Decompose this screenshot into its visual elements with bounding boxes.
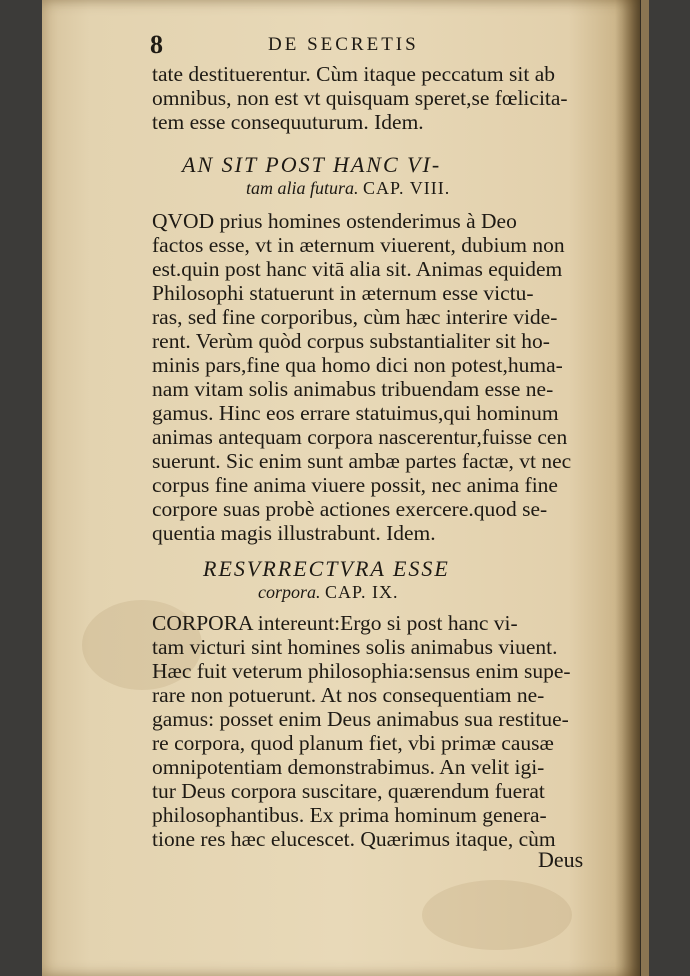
text-line: tam victuri sint homines solis animabus viuent. [152,635,558,659]
chapter-9-subtitle: corpora. [258,582,321,602]
chapter-9-number: CAP. IX. [325,582,399,602]
catchword: Deus [538,847,584,872]
text-line: tate destituerentur. Cùm itaque peccatum sit ab [152,62,555,86]
text-line: Hæc fuit veterum philosophia:sensus enim supe- [152,659,571,683]
text-line: rent. Verùm quòd corpus substantialiter sit ho- [152,329,550,353]
text-line: rare non potuerunt. At nos consequentiam ne- [152,683,545,707]
text-line: factos esse, vt in æternum viuerent, dubium non [152,233,565,257]
text-line: omnipotentiam demonstrabimus. An velit igi- [152,755,545,779]
chapter-9-subtitle-line [258,582,399,603]
running-header [150,30,610,59]
chapter-9-title: RESVRRECTVRA ESSE [203,556,450,581]
text-line: omnibus, non est vt quisquam speret,se fœlicita- [152,86,568,110]
text-line: gamus. Hinc eos errare statuimus,qui hominum [152,401,559,425]
text-line: corpore suas probè actiones exercere.quod se- [152,497,548,521]
text-line: tem esse consequuturum. Idem. [152,110,424,134]
text-line: nam vitam solis animabus tribuendam esse ne- [152,377,554,401]
text-line: est.quin post hanc vitā alia sit. Animas equidem [152,257,563,281]
text-line: quentia magis illustrabunt. Idem. [152,521,436,545]
text-line: animas antequam corpora nascerentur,fuisse cen [152,425,568,449]
chapter-8-subtitle: tam alia futura. [246,178,359,198]
text-line: minis pars,fine qua homo dici non potest,huma- [152,353,563,377]
page-number: 8 [150,30,163,59]
text-line: CORPORA intereunt:Ergo si post hanc vi- [152,611,518,635]
text-line: tur Deus corpora suscitare, quærendum fuerat [152,779,545,803]
text-line: gamus: posset enim Deus animabus sua restitue- [152,707,569,731]
text-line: corpus fine anima viuere possit, nec anima fine [152,473,558,497]
chapter-8-subtitle-line [246,178,450,199]
text-line: suerunt. Sic enim sunt ambæ partes factæ, vt nec [152,449,572,473]
text-line: ras, sed fine corporibus, cùm hæc interire vide- [152,305,558,329]
text-line: Philosophi statuerunt in æternum esse victu- [152,281,534,305]
running-title: DE SECRETIS [268,34,419,55]
text-line: QVOD prius homines ostenderimus à Deo [152,209,517,233]
page-gutter-shadow [615,0,641,976]
paper-stain [422,880,572,950]
page-edge [641,0,649,976]
text-line: philosophantibus. Ex prima hominum genera- [152,803,547,827]
chapter-8-number: CAP. VIII. [363,178,451,198]
chapter-8-title: AN SIT POST HANC VI- [182,152,442,177]
text-line: tione res hæc elucescet. Quærimus itaque, cùm [152,827,556,851]
text-line: re corpora, quod planum fiet, vbi primæ causæ [152,731,554,755]
